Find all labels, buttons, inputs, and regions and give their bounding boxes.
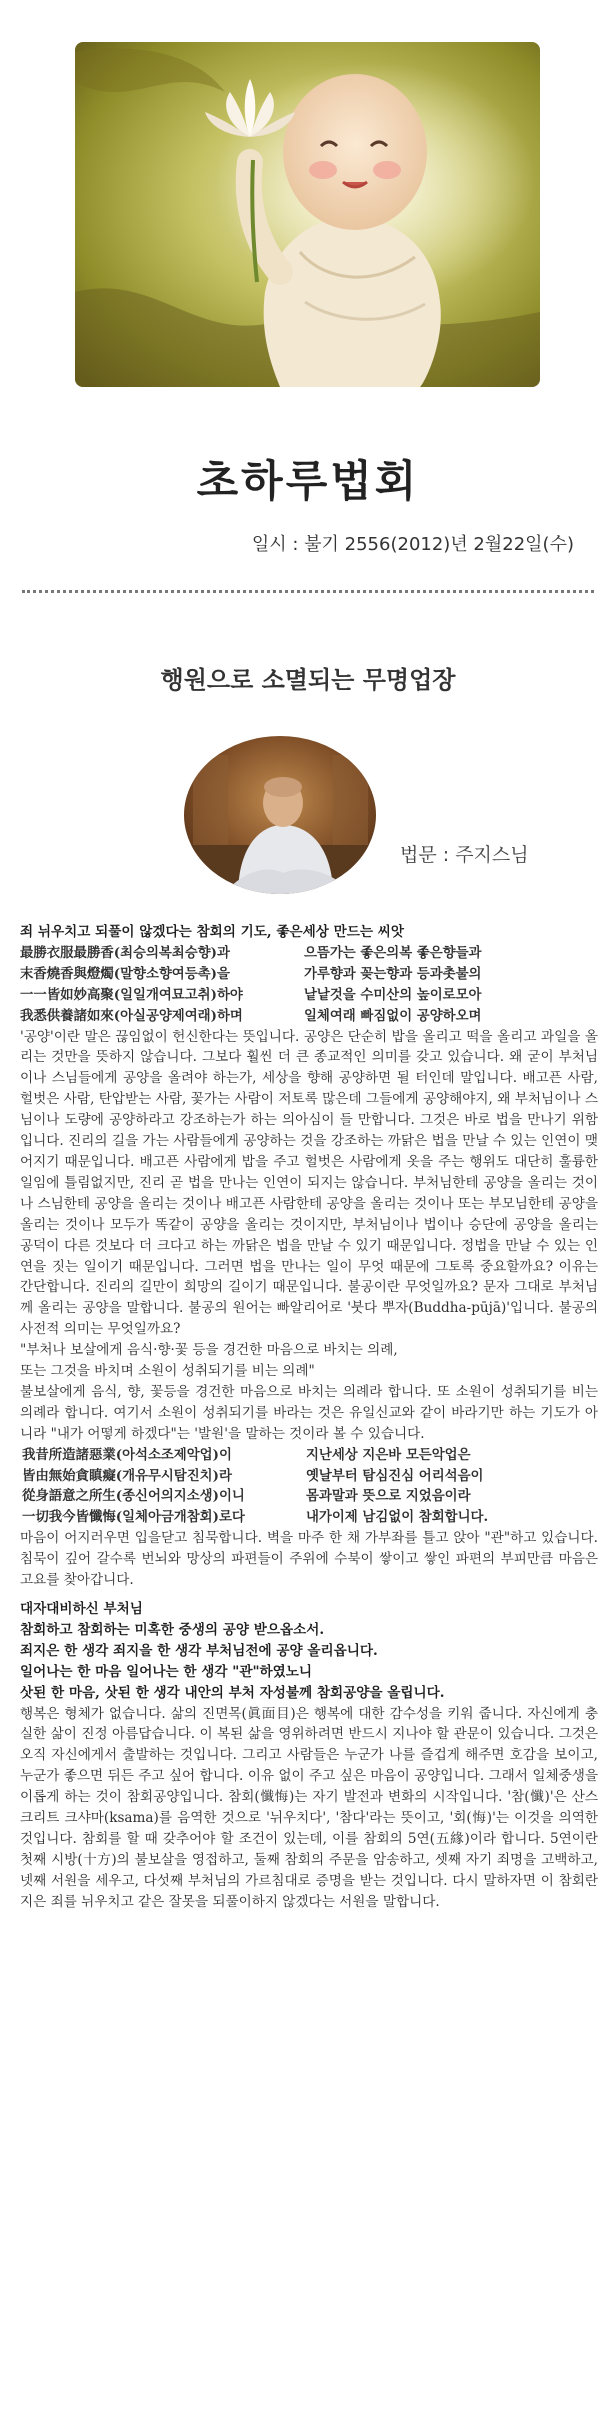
prayer-line: 삿된 한 마음, 삿된 한 생각 내안의 부처 자성불께 참회공양을 올립니다. (20, 1684, 445, 1701)
prayer-line: 참회하고 참회하는 미혹한 중생의 공양 받으옵소서. (20, 1621, 325, 1638)
verse-line (22, 1507, 598, 1528)
prayer-line: 일어나는 한 마음 일어나는 한 생각 "관"하였노니 (20, 1663, 313, 1680)
prayer-line: 대자대비하신 부처님 (20, 1601, 143, 1617)
verse-line (22, 1466, 598, 1487)
verse-hanja: 皆由無始貪瞋癡(개유무시탐진치)라 (22, 1467, 232, 1484)
prayer-line: 죄지은 한 생각 죄지을 한 생각 부처님전에 공양 올리옵니다. (20, 1642, 378, 1659)
definition-quote-line-1: "부처나 보살에게 음식·향·꽃 등을 경건한 마음으로 바치는 의례, (20, 1342, 398, 1359)
verse-korean: 내가이제 남김없이 참회합니다. (306, 1509, 489, 1526)
verse-hanja: 一一皆如妙高聚(일일개여묘고취)하야 (20, 986, 243, 1003)
verse-korean: 옛날부터 탐심진심 어리석음이 (306, 1467, 484, 1484)
verse-hanja: 一切我今皆懺悔(일체아금개참회)로다 (22, 1509, 245, 1526)
definition-quote-line-2: 또는 그것을 바치며 소원이 성취되기를 비는 의례" (20, 1363, 315, 1380)
paragraph-offering: '공양'이란 말은 끊임없이 헌신한다는 뜻입니다. 공양은 단순히 밥을 올리고 떡을 올리고 과일을 올리는 것만을 뜻하지 않습니다. 그보다 훨씬 더 큰 종교적인 의미를 갖고 있습니다. 왜 굳이 부처님이나 스님들에게 공양을 올려야 하는가, 세상을 향해 공양하면 될 터인데 말입니다. 배고픈 사람, 헐벗은 사람, 탄압받는 사람, 꽃가는 사람이 저토록 많은데 그들에게 공양해야지, 왜 부처님이나 스님이나 도량에 공양하라고 강조하는가 하는 의아심이 들 만합니다. 그것은 바로 법을 만나기 위함입니다. 진리의 길을 가는 사람들에게 공양하는 것을 강조하는 까닭은 법을 만날 수 있는 인연이 맺어지기 때문입니다. 배고픈 사람에게 밥을 주고 헐벗은 사람에게 옷을 주는 행위도 대단히 훌륭한 일임에 틀림없지만, 진리 곧 법을 만나는 인연이 되지는 않습니다. 부처님한테 공양을 올리는 것이나 스님한테 공양을 올리는 것이나 배고픈 사람한테 공양을 올리는 것이나 또는 부모님한테 공양을 올리는 것이나 모두가 똑같이 공양을 올리는 것이지만, 부처님이나 법이나 승단에 공양을 올리는 공덕이 다른 것보다 더 크다고 하는 까닭은 법을 만날 수 있기 때문입니다. 정법을 만날 수 있는 인연을 짓는 일이기 때문입니다. 그러면 법을 만나는 일이 무엇 때문에 그토록 중요할까요? 이유는 간단합니다. 진리의 길만이 희망의 길이기 때문입니다. 불공이란 무엇일까요? 문자 그대로 부처님께 올리는 공양을 말합니다. 불공의 원어는 빠알리어로 '붓다 뿌자(Buddha-pūjā)'입니다. 불공의 사전적 의미는 무엇일까요? (20, 1028, 598, 1338)
service-date: 일시 : 불기 2556(2012)년 2월22일(수) (251, 534, 574, 555)
prayer-block (20, 1599, 598, 1704)
verse-hanja: 從身語意之所生(종신어의지소생)이니 (22, 1488, 245, 1505)
speaker-label: 법문 : 주지스님 (400, 844, 529, 866)
sermon-content (20, 922, 598, 1913)
verse-hanja: 我悉供養諸如來(아실공양제여래)하며 (20, 1007, 243, 1024)
verse-korean: 몸과말과 뜻으로 지었음이라 (306, 1488, 471, 1505)
paragraph-vow: 불보살에게 음식, 향, 꽃등을 경건한 마음으로 바치는 의례라 합니다. 또 소원이 성취되기를 비는 의례라 합니다. 여기서 소원이 성취되기를 바라는 것은 유일신교와 같이 바라기만 하는 기도가 아니라 "내가 어떻게 하겠다"는 '발원'을 말하는 것이라 볼 수 있습니다. (20, 1383, 598, 1442)
verse-korean: 일체여래 빠짐없이 공양하오며 (304, 1007, 482, 1024)
verse-line (20, 985, 598, 1006)
verse-hanja: 我昔所造諸惡業(아석소조제악업)이 (22, 1446, 232, 1463)
verse-block-1 (20, 943, 598, 1027)
intro-line: 죄 뉘우치고 되풀이 않겠다는 참회의 기도, 좋은세상 만드는 씨앗 (20, 924, 405, 940)
paragraph-repentance: 행복은 형체가 없습니다. 삶의 진면목(眞面目)은 행복에 대한 감수성을 키워 줍니다. 자신에게 충실한 삶이 진정 아름답습니다. 이 복된 삶을 영위하려면 반드시 지나야 할 관문이 있습니다. 그것은 오직 자신에게서 출발하는 것입니다. 그리고 사람들은 누군가 나를 즐겁게 해주면 호감을 보이고, 누군가 좋으면 뒤든 주고 싶어 합니다. 이유 없이 주고 싶은 마음이 공양입니다. 그래서 일체중생을 이롭게 하는 것이 참회공양입니다. 참회(懺悔)는 자기 발전과 변화의 시작입니다. '참(懺)'은 산스크리트 크샤마(ksama)를 음역한 것으로 '뉘우치다', '참다'라는 뜻이고, '회(悔)'는 이것을 의역한 것입니다. 참회를 할 때 갖추어야 할 조건이 있는데, 이를 참회의 5연(五緣)이라 합니다. 5연이란 첫째 시방(十方)의 불보살을 영접하고, 둘째 참회의 주문을 암송하고, 셋째 자기 죄명을 고백하고, 넷째 서원을 세우고, 다섯째 부처님의 가르침대로 증명을 받는 것입니다. 다시 말하자면 이 참회란 지은 죄를 뉘우치고 같은 잘못을 되풀이하지 않겠다는 서원을 말합니다. (20, 1705, 598, 1910)
verse-line (20, 964, 598, 985)
verse-line (22, 1445, 598, 1466)
verse-block-2 (20, 1445, 598, 1529)
banner-image (75, 42, 540, 387)
verse-hanja: 最勝衣服最勝香(최승의복최승향)과 (20, 944, 230, 961)
verse-line (20, 1006, 598, 1027)
verse-korean: 낱낱것을 수미산의 높이로모아 (304, 986, 482, 1003)
monk-portrait (183, 735, 378, 895)
verse-korean: 가루향과 꽂는향과 등과촛불의 (304, 965, 482, 982)
verse-hanja: 末香燒香與燈燭(말향소향여등촉)을 (20, 965, 230, 982)
verse-korean: 지난세상 지은바 모든악업은 (306, 1446, 471, 1463)
paragraph-silence: 마음이 어지러우면 입을닫고 침묵합니다. 벽을 마주 한 채 가부좌를 틀고 앉아 "관"하고 있습니다. 침묵이 깊어 갈수록 번뇌와 망상의 파편들이 주위에 수북이 쌓이고 쌓인 파편의 부피만큼 마음은 고요를 찾아갑니다. (20, 1530, 598, 1589)
verse-korean: 으뜸가는 좋은의복 좋은향들과 (304, 944, 482, 961)
sermon-title: 행원으로 소멸되는 무명업장 (160, 666, 456, 694)
verse-line (22, 1486, 598, 1507)
page-title: 초하루법회 (196, 457, 420, 507)
dotted-divider (22, 590, 594, 593)
verse-line (20, 943, 598, 964)
